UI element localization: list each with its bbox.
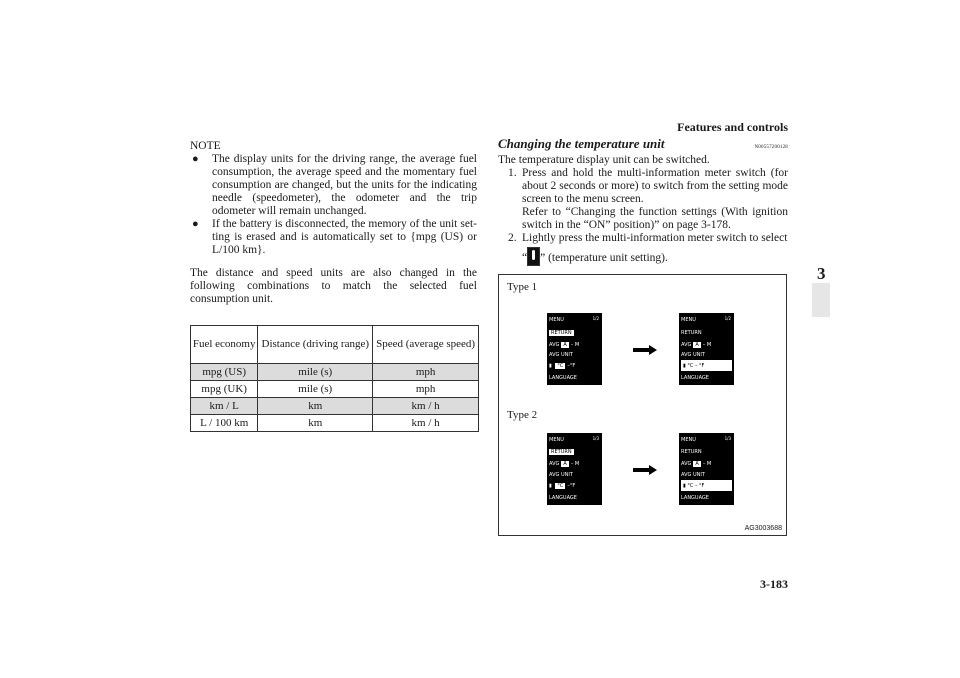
- screen-dash: –: [702, 341, 706, 348]
- screen-return-item: RETURN: [681, 329, 702, 336]
- screen-avg-value: A: [695, 341, 699, 348]
- screen-page-indicator: 1/3: [724, 436, 731, 441]
- screen-avg-mode: M: [706, 460, 712, 467]
- screen-avg-value: A: [563, 460, 567, 467]
- table-cell: km: [258, 398, 373, 415]
- screen-dash: –: [694, 362, 698, 369]
- right-column: [498, 137, 788, 266]
- table-cell: mpg (UK): [191, 381, 258, 398]
- right-arrow-icon: [633, 345, 657, 355]
- table-cell: mph: [373, 381, 479, 398]
- page-header-title: Features and controls: [677, 120, 788, 134]
- table-cell: mile (s): [258, 381, 373, 398]
- page-number: 3-183: [760, 577, 788, 591]
- section-code: N00557200128: [754, 145, 788, 150]
- screen-avg-label: AVG: [549, 341, 560, 348]
- figure-code: AG3003688: [744, 525, 782, 532]
- left-column: [190, 140, 477, 432]
- step-reference: Refer to “Changing the function settings (With ignition switch in the “ON” position)” on page 3-178.: [522, 206, 788, 231]
- screen-page-indicator: 1/2: [592, 316, 599, 321]
- screen-dash: –: [567, 362, 570, 369]
- screen-language: LANGUAGE: [681, 374, 709, 381]
- right-arrow-icon: [633, 465, 657, 475]
- screen-avg-mode: M: [574, 460, 580, 467]
- screen-dash: –: [567, 482, 570, 489]
- screen-menu-label: MENU: [549, 316, 564, 323]
- table-cell: km / h: [373, 398, 479, 415]
- screen-avg-mode: M: [574, 341, 580, 348]
- step-text: Lightly press the multi-information meter switch to select: [522, 232, 788, 244]
- units-table: [190, 325, 479, 432]
- screen-avg-mode: M: [706, 341, 712, 348]
- table-header-row: [191, 326, 479, 364]
- note-bullet-text: If the battery is disconnected, the memory of the unit set-ting is erased and is automatically set to {mpg (US) or L/100 km}.: [212, 218, 477, 256]
- note-bullet: [190, 218, 477, 257]
- thermometer-icon: ▮: [549, 482, 552, 489]
- screen-return-item: RETURN: [681, 448, 702, 455]
- screen-menu-label: MENU: [549, 436, 564, 443]
- screen-dash: –: [570, 460, 574, 467]
- quote-open: “: [522, 252, 528, 264]
- note-bullet-text: The display units for the driving range, the average fuel consumption, the average speed and the momentary fuel consumption are changed, but the units for the indicating needle (speedometer), the odometer and the trip odometer will remain unchanged.: [212, 153, 477, 217]
- screen-avg-label: AVG: [681, 460, 692, 467]
- screen-celsius: °C: [557, 482, 564, 489]
- section-heading: [498, 137, 788, 154]
- screen-menu-label: MENU: [681, 436, 696, 443]
- screen-celsius: °C: [687, 482, 694, 489]
- menu-figure: [498, 274, 787, 536]
- menu-screen-type2-after: [679, 433, 734, 505]
- screen-return-item: RETURN: [551, 329, 572, 336]
- step-number: 2.: [508, 232, 517, 244]
- table-row: [191, 415, 479, 432]
- screen-fahrenheit: °F: [569, 362, 576, 369]
- screen-return-item: RETURN: [551, 448, 572, 455]
- screen-dash: –: [694, 482, 698, 489]
- menu-screen-type1-after: [679, 313, 734, 385]
- table-cell: L / 100 km: [191, 415, 258, 432]
- screen-page-indicator: 1/2: [724, 316, 731, 321]
- intro-text: The temperature display unit can be switched.: [498, 154, 710, 166]
- table-cell: km / h: [373, 415, 479, 432]
- step-number: 1.: [508, 167, 517, 179]
- screen-language: LANGUAGE: [681, 494, 709, 501]
- bullet-dot-icon: ●: [192, 153, 199, 165]
- screen-avg-unit: AVG UNIT: [681, 471, 705, 478]
- table-cell: mpg (US): [191, 364, 258, 381]
- section-title: Changing the temperature unit: [498, 136, 665, 151]
- screen-avg-unit: AVG UNIT: [549, 471, 573, 478]
- step-text-end: ” (temperature unit setting).: [540, 252, 668, 264]
- screen-language: LANGUAGE: [549, 374, 577, 381]
- screen-fahrenheit: °F: [699, 362, 705, 369]
- type-2-label: Type 2: [507, 409, 538, 421]
- chapter-number: 3: [817, 264, 826, 283]
- screen-avg-unit: AVG UNIT: [681, 351, 705, 358]
- bullet-dot-icon: ●: [192, 218, 199, 230]
- type-1-label: Type 1: [507, 281, 538, 293]
- screen-fahrenheit: °F: [569, 482, 576, 489]
- chapter-tab: [812, 283, 830, 317]
- table-header-cell: Fuel economy: [191, 326, 258, 364]
- screen-avg-label: AVG: [549, 460, 560, 467]
- thermometer-icon: [527, 247, 540, 266]
- table-row: [191, 381, 479, 398]
- screen-language: LANGUAGE: [549, 494, 577, 501]
- screen-avg-value: A: [563, 341, 567, 348]
- screen-celsius: °C: [687, 362, 694, 369]
- table-row: [191, 398, 479, 415]
- step-text: Press and hold the multi-information meter switch (for about 2 seconds or more) to switch from the setting mode screen to the menu screen.: [522, 167, 788, 205]
- menu-screen-type2-before: [547, 433, 602, 505]
- menu-screen-type1-before: [547, 313, 602, 385]
- table-header-cell: Distance (driving range): [258, 326, 373, 364]
- step-1: [498, 167, 788, 232]
- table-cell: km: [258, 415, 373, 432]
- screen-avg-label: AVG: [681, 341, 692, 348]
- table-cell: mph: [373, 364, 479, 381]
- step-2: [498, 232, 788, 266]
- thermometer-icon: ▮: [683, 482, 686, 489]
- screen-avg-value: A: [695, 460, 699, 467]
- table-cell: km / L: [191, 398, 258, 415]
- step-text-cont: [522, 247, 788, 266]
- units-paragraph: The distance and speed units are also changed in the following combinations to match the selected fuel consumption unit.: [190, 267, 477, 305]
- screen-page-indicator: 1/3: [592, 436, 599, 441]
- table-row: [191, 364, 479, 381]
- note-label: NOTE: [190, 140, 221, 152]
- note-bullet: [190, 153, 477, 218]
- screen-dash: –: [702, 460, 706, 467]
- screen-celsius: °C: [557, 362, 564, 369]
- screen-menu-label: MENU: [681, 316, 696, 323]
- thermometer-icon: ▮: [683, 362, 686, 369]
- screen-dash: –: [570, 341, 574, 348]
- thermometer-icon: ▮: [549, 362, 552, 369]
- screen-fahrenheit: °F: [699, 482, 705, 489]
- table-header-cell: Speed (average speed): [373, 326, 479, 364]
- screen-avg-unit: AVG UNIT: [549, 351, 573, 358]
- table-cell: mile (s): [258, 364, 373, 381]
